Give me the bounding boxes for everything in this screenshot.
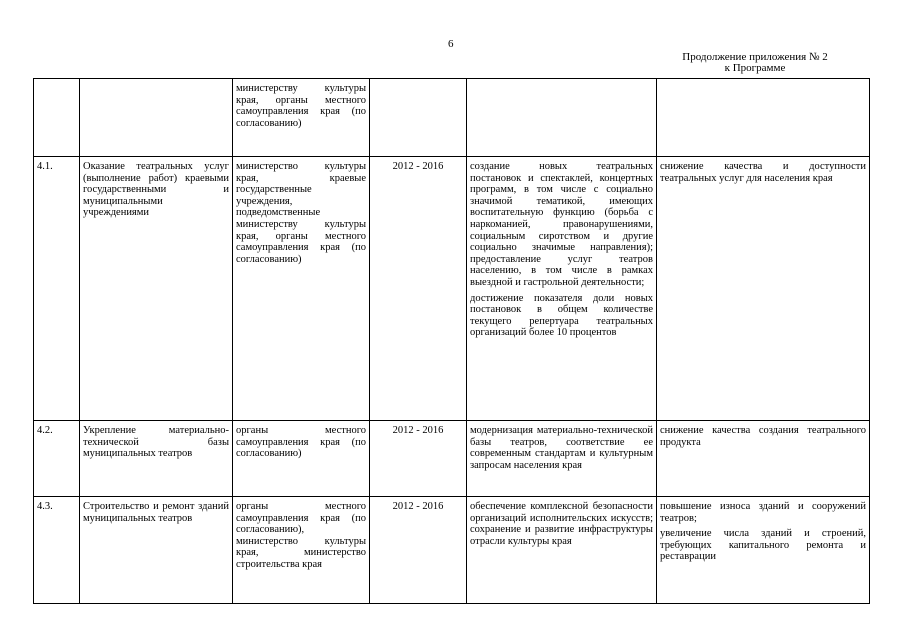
consequence-paragraph: увеличение числа зданий и строений, требующих капитального ремонта и реставрации [660, 528, 866, 563]
consequence-paragraph: повышение износа зданий и сооружений театров; [660, 501, 866, 524]
row-period: 2012 - 2016 [370, 497, 467, 604]
table-row [34, 497, 870, 604]
row-name: Оказание театральных услуг (выполнение работ) краевыми государственными и муниципальными учреждениями [80, 157, 233, 421]
row-name: Строительство и ремонт зданий муниципальных театров [80, 497, 233, 604]
row-executors: министерству культуры края, органы местного самоуправления края (по согласованию) [233, 79, 370, 157]
row-name [80, 79, 233, 157]
row-results [467, 497, 657, 604]
table-row [34, 157, 870, 421]
row-name: Укрепление материально-технической базы муниципальных театров [80, 421, 233, 497]
row-results [467, 421, 657, 497]
result-paragraph: модернизация материально-технической базы театров, соответствие ее современным стандартам и культурным запросам населения края [470, 425, 653, 471]
result-paragraph: достижение показателя доли новых постановок в общем количестве текущего репертуара театральных организаций более 10 процентов [470, 292, 653, 339]
row-number: 4.3. [34, 497, 80, 604]
row-consequences [657, 421, 870, 497]
row-consequences [657, 79, 870, 157]
row-results [467, 79, 657, 157]
consequence-paragraph: снижение качества создания театрального продукта [660, 425, 866, 448]
table-row [34, 421, 870, 497]
row-number: 4.2. [34, 421, 80, 497]
row-consequences [657, 497, 870, 604]
row-consequences [657, 157, 870, 421]
program-table [33, 78, 870, 604]
row-number: 4.1. [34, 157, 80, 421]
table-row [34, 79, 870, 157]
continuation-line-2: к Программе [724, 62, 786, 74]
row-period: 2012 - 2016 [370, 421, 467, 497]
continuation-header [660, 52, 850, 74]
result-paragraph: создание новых театральных постановок и спектаклей, концертных программ, в том числе с социально значимой тематикой, имеющих воспитательную функцию (борьба с наркоманией, правонарушениями, социальным сиротством и другие социально значимые направления); предоставление услуг театров населению, в том числе в рамках выездной и гастрольной деятельности; [470, 161, 653, 288]
result-paragraph: обеспечение комплексной безопасности организаций исполнительских искусств; сохранение и развитие инфраструктуры отрасли культуры края [470, 501, 653, 547]
row-executors: органы местного самоуправления края (по согласованию), министерство культуры края, министерство строительства края [233, 497, 370, 604]
continuation-line-1: Продолжение приложения № 2 [682, 51, 828, 63]
row-executors: органы местного самоуправления края (по согласованию) [233, 421, 370, 497]
row-number [34, 79, 80, 157]
row-period [370, 79, 467, 157]
row-results [467, 157, 657, 421]
consequence-paragraph: снижение качества и доступности театральных услуг для населения края [660, 161, 866, 184]
page-number: 6 [448, 38, 454, 50]
row-period: 2012 - 2016 [370, 157, 467, 421]
row-executors: министерство культуры края, краевые государственные учреждения, подведомственные министерству культуры края, органы местного самоуправления края (по согласованию) [233, 157, 370, 421]
